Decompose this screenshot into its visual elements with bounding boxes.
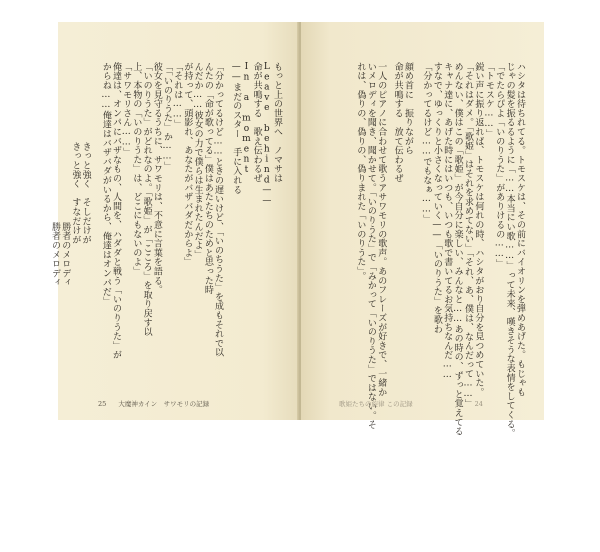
text-column: きっと強く すなだけが	[70, 142, 81, 245]
right-page-number: 24	[474, 400, 483, 408]
text-column: 俺達は、オンパにバザなもの、人間を、ハダダと戦う「いのりうた」が	[111, 62, 121, 360]
left-running-head: 大魔神カイン サワモリの記録	[118, 400, 210, 408]
text-column: キャナ達に、あげた時にはいつも、いつも歌で書いてるお気持ちなんだ……	[442, 62, 453, 381]
text-column: 鋭い声に振り返れば、トモスケは何れの時、ハシタがおり自分を見つめていた。	[473, 62, 484, 397]
text-column: れは、偽りの、偽りの、偽りまれた「いのりうた」。	[355, 62, 366, 281]
text-column: が持って、頭影れ、あなたがバザバダだからよ」	[182, 62, 193, 267]
left-page-number: 25	[98, 400, 107, 408]
text-column: In a moment	[241, 62, 252, 176]
text-column: 彼女を見守るうちに、サワモリは、不意に言葉を語る。	[151, 62, 162, 295]
text-column: 「分かってるけど……でもなぁ……」	[421, 62, 432, 225]
text-column: 「それはダメ。「歌姫」はそれを求めてない」「それ、あ、僕は、なんだって……」	[463, 62, 473, 409]
left-page-footer	[98, 399, 209, 408]
text-column: 命が共鳴する 放て伝わるぜ	[392, 62, 403, 183]
text-column: ハシタは待ちれてる。トモスケは、その前にバイオリンを弾めあげた。もじゃも	[515, 62, 525, 397]
text-column: んたの「命が歌ってる」僕はあたたちのためと思った時	[202, 62, 213, 295]
text-column: 一人のピアノに合わせて歌うアサワモリの歌声。あのフレーズが好きで、一緒か	[376, 62, 387, 397]
text-column: 顔め首に 振りながら	[403, 62, 413, 155]
text-column: もっと上の世界へ ノマサは	[272, 62, 282, 183]
left-page	[50, 22, 299, 420]
right-running-head: 歌姫たちの旋律 この記録	[339, 400, 413, 408]
text-column: 勝者のメロディ	[60, 222, 71, 288]
text-column: からね……俺達はバザバダがいるから、俺達はオンパだ」	[100, 62, 111, 306]
text-column: 「いのりうた」がどれなのよ。「歌姫」が「こころ」を取り戻す以	[141, 62, 152, 337]
text-column: 上、本物の「いのりうた」は、どこにもないのよ」	[131, 62, 142, 276]
text-column: いメロディを聞き、聞かせて。「いのりうた」で「みかって「いのりうた」ではない。そ	[365, 62, 376, 430]
text-column: んだか……彼女の力で僕らは生まれたんだよ」	[192, 62, 203, 260]
text-column: ——まだのスター 手に入れる	[231, 62, 242, 195]
text-column: 勝者のメロディ	[50, 222, 60, 288]
text-column: じゃの髪を振るるように「……本当にい歌……」って未来、嘆きそうな表情をしてくる。	[504, 62, 515, 438]
text-column: 命が共鳴する 歌え伝わるぜ	[251, 62, 262, 183]
right-page-footer	[339, 399, 483, 408]
text-column: きっと強く そしだけが	[80, 142, 91, 245]
text-column: 「それは……」	[172, 62, 183, 130]
right-page	[301, 22, 544, 438]
text-column: 「サワモリさん……」	[121, 62, 132, 157]
text-column: すなで、ゆっくりと小さくなっていく——「いのりうた」を歌わ	[431, 62, 442, 334]
text-column: 「分かってるけど……ときの遅いけど、「いのちうた」を成もそれで以	[213, 62, 223, 358]
text-column: 「トモスケ……」	[483, 62, 494, 139]
text-column: Leave behind——	[261, 62, 272, 207]
text-column: 「「いのりうた」か……」	[162, 62, 172, 172]
text-column: 「でたらぴよ「いのりうた」がありけるの……」	[494, 62, 505, 269]
text-column: めんない、僕はこの「歌姫」が今自分に楽しい、みんなと……あの時の、ずっと覚えてる	[452, 62, 463, 436]
